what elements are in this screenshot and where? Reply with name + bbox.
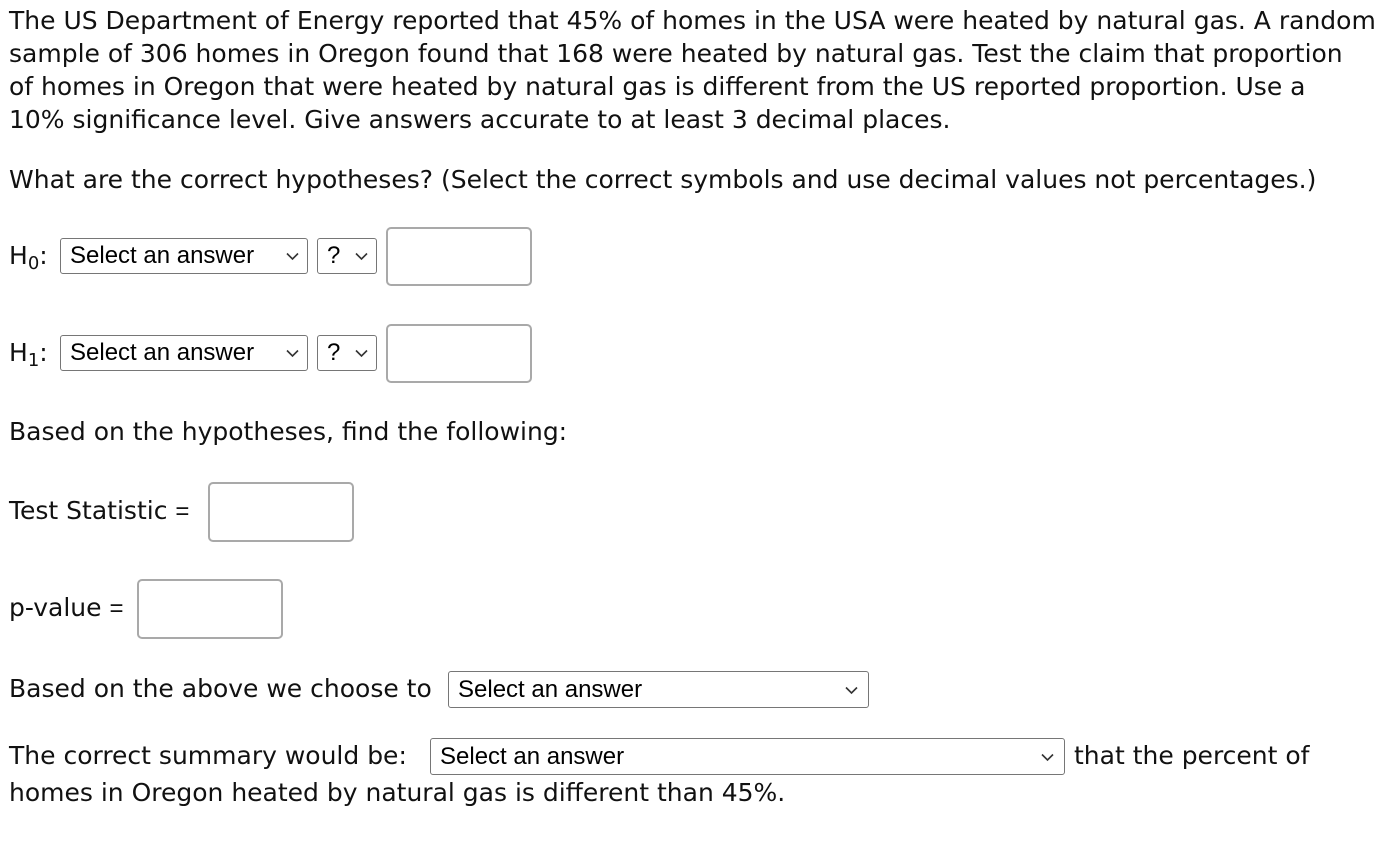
p-value-text: p-value — [9, 593, 102, 622]
h0-parameter-select[interactable] — [60, 238, 308, 274]
summary-suffix: that the percent of — [1074, 741, 1310, 770]
chevron-down-icon — [354, 346, 369, 361]
p-value-label — [9, 591, 123, 625]
h0-colon: : — [39, 241, 48, 270]
summary-prefix: The correct summary would be: — [9, 741, 407, 770]
h0-label — [9, 239, 48, 280]
h0-subscript: 0 — [27, 253, 40, 274]
chevron-down-icon — [1040, 749, 1055, 764]
h1-value-input[interactable] — [386, 324, 532, 383]
chevron-down-icon — [285, 249, 300, 264]
hypotheses-prompt: What are the correct hypotheses? (Select the correct symbols and use decimal values not percentages.) — [9, 165, 1317, 194]
equals-sign: = — [175, 498, 190, 525]
p-value-input[interactable] — [137, 579, 283, 639]
test-statistic-label — [9, 494, 189, 528]
select-value: ? — [327, 339, 341, 366]
h1-parameter-select[interactable] — [60, 335, 308, 371]
section-instructions: Based on the hypotheses, find the following: — [9, 417, 568, 446]
problem-statement — [9, 4, 1376, 136]
h1-letter: H — [9, 338, 28, 367]
problem-line: The US Department of Energy reported that 45% of homes in the USA were heated by natural gas. A random — [9, 6, 1376, 35]
problem-line: sample of 306 homes in Oregon found that 168 were heated by natural gas. Test the claim that proportion — [9, 39, 1343, 68]
chevron-down-icon — [285, 346, 300, 361]
summary-line2: homes in Oregon heated by natural gas is different than 45%. — [9, 778, 786, 807]
h0-letter: H — [9, 241, 28, 270]
decision-prefix: Based on the above we choose to — [9, 674, 432, 703]
test-statistic-text: Test Statistic — [9, 496, 168, 525]
h0-symbol-select[interactable] — [317, 238, 377, 274]
equals-sign: = — [109, 595, 124, 622]
summary-select[interactable] — [430, 738, 1065, 775]
select-value: Select an answer — [70, 339, 255, 366]
h0-value-input[interactable] — [386, 227, 532, 286]
problem-line: of homes in Oregon that were heated by natural gas is different from the US reported proportion. Use a — [9, 72, 1306, 101]
h1-colon: : — [39, 338, 48, 367]
chevron-down-icon — [354, 249, 369, 264]
select-value: ? — [327, 242, 341, 269]
h1-symbol-select[interactable] — [317, 335, 377, 371]
h1-label — [9, 336, 48, 377]
select-value: Select an answer — [440, 742, 625, 770]
test-statistic-input[interactable] — [208, 482, 354, 542]
select-value: Select an answer — [70, 242, 255, 269]
chevron-down-icon — [844, 682, 859, 697]
h1-subscript: 1 — [27, 350, 40, 371]
select-value: Select an answer — [458, 675, 643, 703]
problem-line: 10% significance level. Give answers accurate to at least 3 decimal places. — [9, 105, 951, 134]
decision-select[interactable] — [448, 671, 869, 708]
